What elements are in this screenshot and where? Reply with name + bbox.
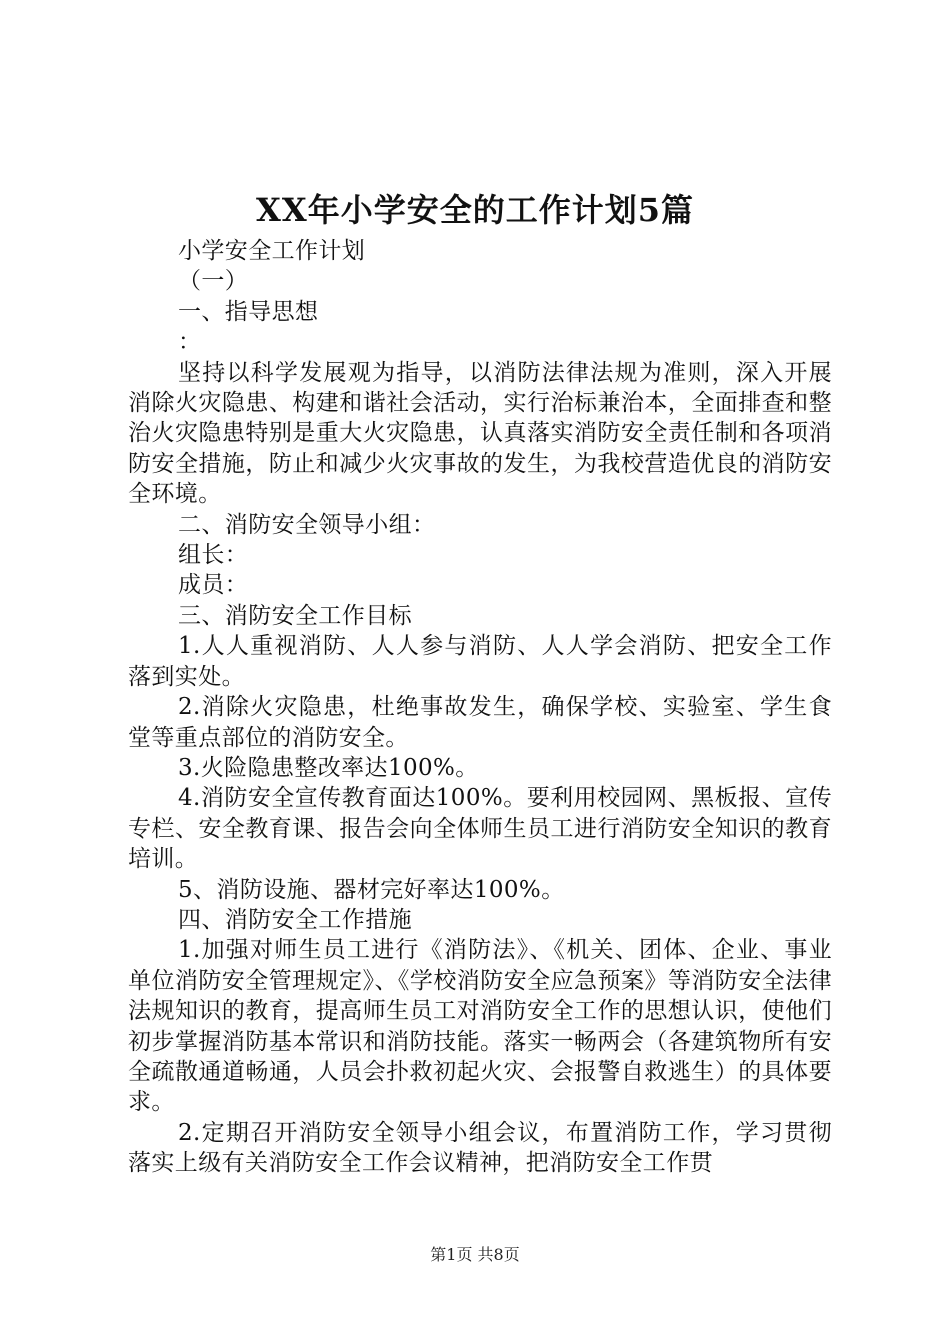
list-item: 3.火险隐患整改率达100%。: [178, 754, 479, 781]
section-heading: 三、消防安全工作目标: [178, 602, 412, 629]
list-item: 2.消除火灾隐患，杜绝事故发生，确保学校、实验室、学生食堂等重点部位的消防安全。: [128, 694, 832, 751]
list-item: 5、消防设施、器材完好率达100%。: [178, 876, 565, 903]
paragraph: 组长：: [178, 542, 249, 569]
document-body: [128, 236, 832, 1179]
section-heading: 小学安全工作计划: [178, 238, 366, 264]
section-heading: 四、消防安全工作措施: [178, 906, 412, 933]
section-heading: 一、指导思想: [178, 298, 319, 325]
paragraph: 坚持以科学发展观为指导，以消防法律法规为准则，深入开展消除火灾隐患、构建和谐社会活动，实行治标兼治本，全面排查和整治火灾隐患特别是重大火灾隐患，认真落实消防安全责任制和各项消防安全措施，防止和减少火灾事故的发生，为我校营造优良的消防安全环境。: [128, 359, 832, 508]
list-item: 2.定期召开消防安全领导小组会议，布置消防工作，学习贯彻落实上级有关消防安全工作会议精神，把消防安全工作贯: [128, 1119, 832, 1177]
page-number-footer: 第1页 共8页: [430, 1245, 520, 1264]
list-item: 1.加强对师生员工进行《消防法》、《机关、团体、企业、事业单位消防安全管理规定》、《学校消防安全应急预案》等消防安全法律法规知识的教育，提高师生员工对消防安全工作的思想认识，使他们初步掌握消防基本常识和消防技能。落实一畅两会（各建筑物所有安全疏散通道畅通，人员会扑救初起火灾、会报警自救逃生）的具体要求。: [128, 937, 832, 1116]
section-heading: 二、消防安全领导小组：: [178, 511, 436, 538]
paragraph: 成员：: [178, 572, 249, 599]
list-item: 4.消防安全宣传教育面达100%。要利用校园网、黑板报、宣传专栏、安全教育课、报告会向全体师生员工进行消防安全知识的教育培训。: [128, 785, 832, 873]
document-title: XX年小学安全的工作计划5篇: [256, 191, 694, 229]
list-item: 1.人人重视消防、人人参与消防、人人学会消防、把安全工作落到实处。: [128, 633, 832, 690]
section-number: （一）: [178, 268, 249, 295]
paragraph: ：: [178, 329, 202, 356]
